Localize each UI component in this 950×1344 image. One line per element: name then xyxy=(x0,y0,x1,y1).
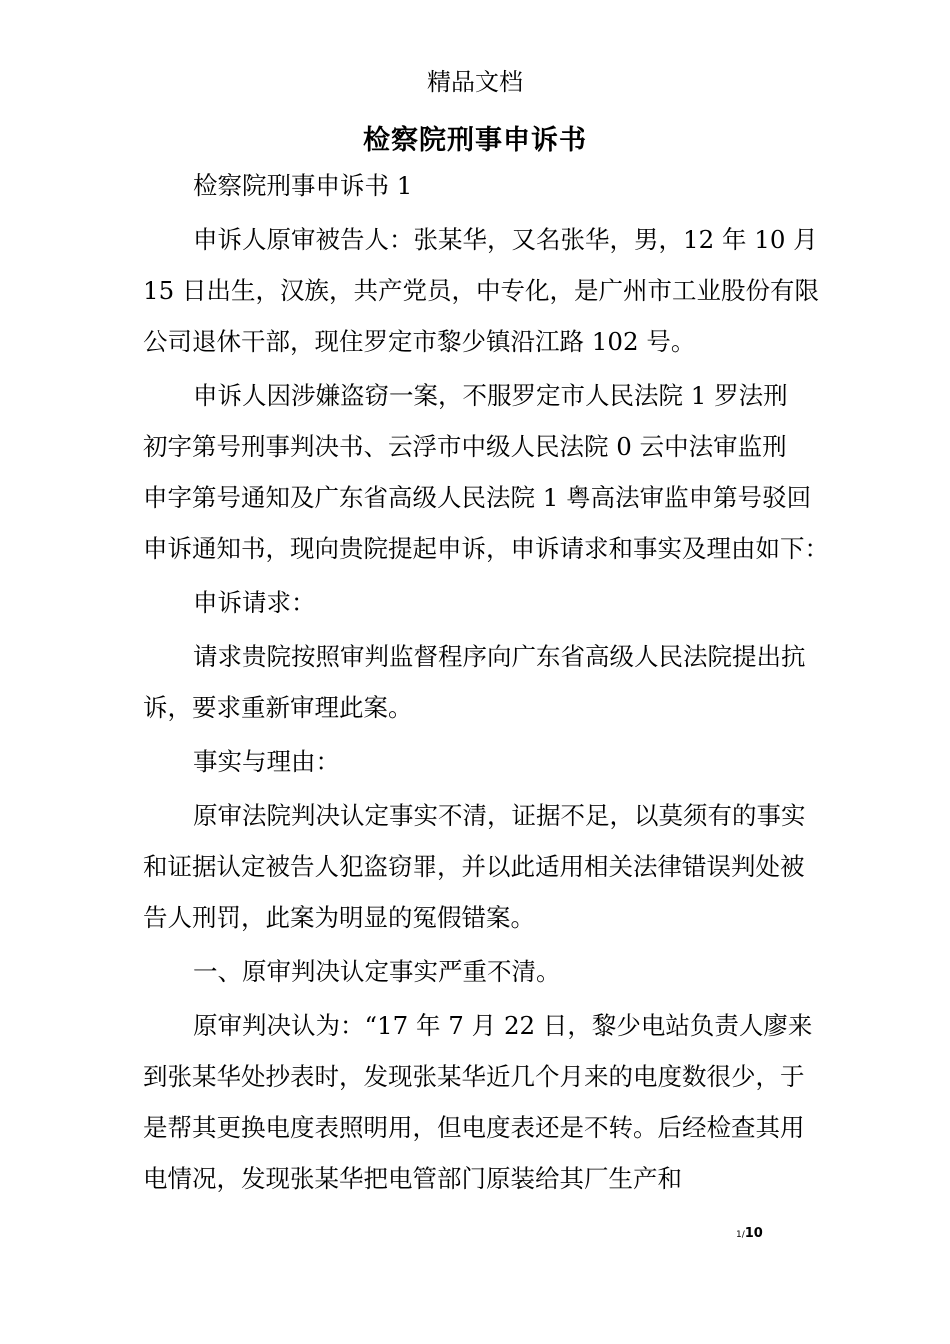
paragraph-line: 诉，要求重新审理此案。 xyxy=(143,693,413,722)
paragraph-line: 电情况，发现张某华把电管部门原装给其厂生产和 xyxy=(143,1164,682,1193)
paragraph-line: 初字第号刑事判决书、云浮市中级人民法院 0 云中法审监刑 xyxy=(143,432,787,461)
document-title: 检察院刑事申诉书 xyxy=(363,125,587,156)
paragraph-line: 原审判决认为：“17 年 7 月 22 日，黎少电站负责人廖来 xyxy=(193,1011,813,1040)
paragraph-line: 原审法院判决认定事实不清，证据不足，以莫须有的事实 xyxy=(193,801,806,830)
document-body xyxy=(143,160,843,1204)
paragraph-line: 申诉人因涉嫌盗窃一案，不服罗定市人民法院 1 罗法刑 xyxy=(193,381,788,410)
paragraph-line: 申诉通知书，现向贵院提起申诉，申诉请求和事实及理由如下： xyxy=(143,534,829,563)
paragraph-line: 告人刑罚，此案为明显的冤假错案。 xyxy=(143,903,535,932)
page-number xyxy=(736,1226,763,1241)
paragraph-line: 和证据认定被告人犯盗窃罪，并以此适用相关法律错误判处被 xyxy=(143,852,805,881)
paragraph-line: 到张某华处抄表时，发现张某华近几个月来的电度数很少，于 xyxy=(143,1062,805,1091)
paragraph-line: 公司退休干部，现住罗定市黎少镇沿江路 102 号。 xyxy=(143,327,696,356)
paragraph-line: 15 日出生，汉族，共产党员，中专化，是广州市工业股份有限 xyxy=(143,276,819,305)
subtitle-line: 检察院刑事申诉书 1 xyxy=(193,171,413,200)
page-header: 精品文档 xyxy=(427,68,523,96)
section-heading: 申诉请求： xyxy=(193,588,316,617)
paragraph-line: 请求贵院按照审判监督程序向广东省高级人民法院提出抗 xyxy=(193,642,806,671)
paragraph-line: 申字第号通知及广东省高级人民法院 1 粤高法审监申第号驳回 xyxy=(143,483,812,512)
section-heading: 一、原审判决认定事实严重不清。 xyxy=(193,957,561,986)
paragraph-line: 是帮其更换电度表照明用，但电度表还是不转。后经检查其用 xyxy=(143,1113,805,1142)
section-heading: 事实与理由： xyxy=(193,747,340,776)
paragraph-line: 申诉人原审被告人：张某华，又名张华，男，12 年 10 月 xyxy=(193,225,818,254)
page-number-current: 1/ xyxy=(736,1230,745,1240)
page-number-total: 10 xyxy=(744,1226,763,1241)
